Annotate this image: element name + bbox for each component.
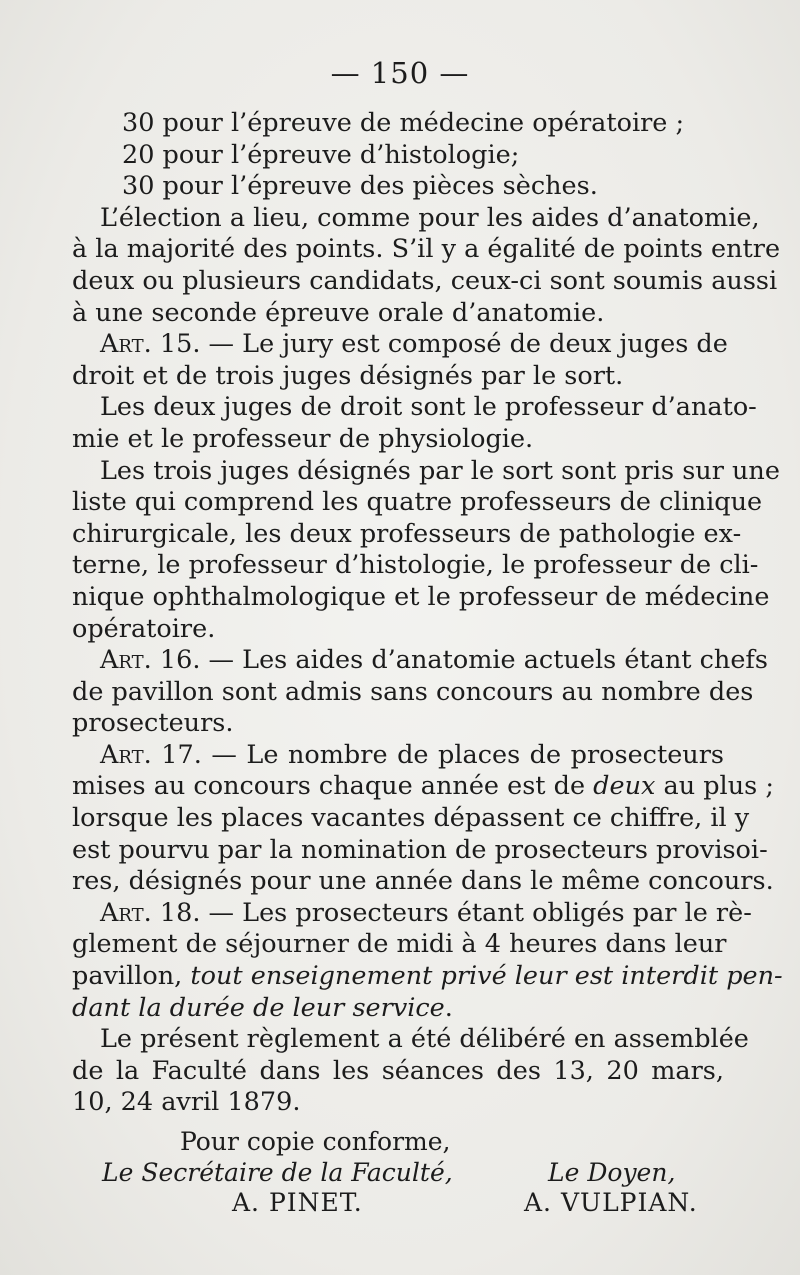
article-number: Art. 17. [100, 739, 202, 770]
article-number: Art. 18. [100, 897, 201, 928]
text-line: droit et de trois juges désignés par le sort. [72, 360, 624, 391]
text-line: prosecteurs. [72, 708, 234, 739]
text-line: L’élection a lieu, comme pour les aides d’anatomie, [100, 202, 760, 233]
text-line: Les trois juges désignés par le sort sont pris sur une [100, 455, 780, 486]
article-line: Art. 16. — Les aides d’anatomie actuels étant chefs [100, 645, 768, 676]
text-line: res, désignés pour une année dans le même concours. [72, 866, 774, 897]
text-line: de la Faculté dans les séances des 13, 20 mars, [72, 1055, 724, 1086]
text-line: dant la durée de leur service. [72, 992, 453, 1023]
article-number: Art. 16. [100, 645, 201, 676]
text-line: nique ophthalmologique et le professeur de médecine [72, 581, 770, 612]
text-line: Les deux juges de droit sont le professeur d’anato- [100, 392, 757, 423]
article-number: Art. 15. [100, 329, 201, 360]
text-line: liste qui comprend les quatre professeurs de clinique [72, 487, 763, 518]
text-line: est pourvu par la nomination de prosecteurs provisoi- [72, 834, 768, 865]
text-line: à une seconde épreuve orale d’anatomie. [72, 297, 605, 328]
text-line: lorsque les places vacantes dépassent ce chiffre, il y [72, 803, 750, 834]
text-line: glement de séjourner de midi à 4 heures dans leur [72, 929, 727, 960]
dean-name: A. VULPIAN. [524, 1188, 698, 1217]
article-line: Art. 18. — Les prosecteurs étant obligés par le rè- [100, 897, 752, 928]
text-line: à la majorité des points. S’il y a égalité de points entre [72, 234, 781, 265]
text-line: 10, 24 avril 1879. [72, 1087, 301, 1118]
copy-conforme: Pour copie conforme, [180, 1127, 451, 1156]
text-line: mie et le professeur de physiologie. [72, 423, 534, 454]
secretary-title: Le Secrétaire de la Faculté, [102, 1158, 453, 1187]
text-line: opératoire. [72, 613, 216, 644]
text-line: 30 pour l’épreuve de médecine opératoire ; [122, 108, 685, 138]
text-line: deux ou plusieurs candidats, ceux-ci sont soumis aussi [72, 265, 778, 296]
dean-title: Le Doyen, [548, 1158, 676, 1187]
text-line: mises au concours chaque année est de deux au plus ; [72, 771, 774, 802]
text-line: 30 pour l’épreuve des pièces sèches. [122, 171, 598, 202]
article-line: Art. 15. — Le jury est composé de deux juges de [100, 329, 728, 360]
text-line: pavillon, tout enseignement privé leur est interdit pen- [72, 961, 783, 992]
text-line: Le présent règlement a été délibéré en assemblée [100, 1024, 749, 1055]
secretary-name: A. PINET. [232, 1188, 363, 1217]
page-number: — 150 — [330, 56, 470, 90]
article-line: Art. 17. — Le nombre de places de prosecteurs [100, 739, 724, 770]
text-line: de pavillon sont admis sans concours au nombre des [72, 676, 754, 707]
body-text [72, 108, 783, 1119]
text-line: terne, le professeur d’histologie, le professeur de cli- [72, 550, 759, 581]
text-line: 20 pour l’épreuve d’histologie; [122, 139, 520, 170]
text-line: chirurgicale, les deux professeurs de pathologie ex- [72, 518, 742, 549]
